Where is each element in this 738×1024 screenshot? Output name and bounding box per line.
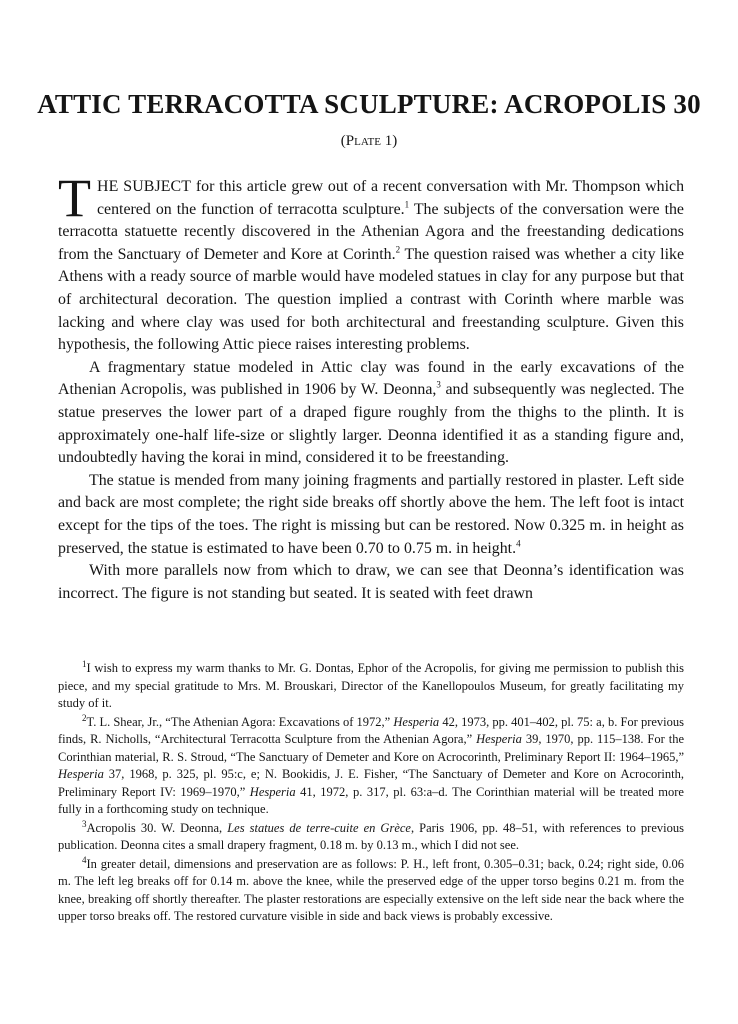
footnote-1-number: 1 <box>82 658 87 669</box>
footnote-4-text: In greater detail, dimensions and preservation are as follows: P. H., left front, 0.305–0.31; back, 0.24; right side, 0.06 m. The left leg breaks off for 0.14 m. above the knee, while the preserved edge of the upper torso begins 0.21 m. from the knee, breaking off shortly thereafter. The plaster restorations are especially extensive on the left side near the back where the upper torso breaks off. The restored curvature visible in side and back views is probably excessive. <box>58 856 684 923</box>
paragraph-3-text: The statue is mended from many joining fragments and partially restored in plaster. Left side and back are most complete; the right side breaks off shortly above the hem. The left foot is intact except for the tips of the toes. The right is missing but can be restored. Now 0.325 m. in height as preserved, the statue is estimated to have been 0.70 to 0.75 m. in height. <box>58 471 684 557</box>
paragraph-1-text-c: The question raised was whether a city like Athens with a ready source of marble would have modeled statues in clay for any purpose but that of architectural decoration. The question implied a contrast with Corinth where marble was lacking and where clay was used for both architectural and freestanding sculpture. Given this hypothesis, the following Attic piece raises interesting problems. <box>58 245 684 354</box>
journal-title: Hesperia <box>58 767 104 781</box>
paragraph-4: With more parallels now from which to draw, we can see that Deonna’s identification was incorrect. The figure is not standing but seated. It is seated with feet drawn <box>58 562 684 602</box>
footnote-1 <box>58 660 684 713</box>
paragraph-3 <box>58 470 684 560</box>
paragraph-2 <box>58 357 684 470</box>
footnote-3 <box>58 820 684 855</box>
footnote-2-number: 2 <box>82 712 87 723</box>
footnote-3-text-a: Acropolis 30. W. Deonna, <box>86 820 228 835</box>
paragraph-2-text-a: A fragmentary statue modeled in Attic clay was found in the early excavations of the Athenian Acropolis, was published in 1906 by W. Deonna, <box>58 358 684 399</box>
footnote-2 <box>58 714 684 819</box>
paragraph-1-text-b: The subjects of the conversation were the terracotta statuette recently discovered in the Athenian Agora and the freestanding dedications from the Sanctuary of Demeter and Kore at Corinth. <box>58 200 684 263</box>
footnote-2-text-c: 39, 1970, pp. 115–138. For the Corinthian material, R. S. Stroud, “The Sanctuary of Demeter and Kore on Acrocorinth, Preliminary Report II: 1964–1965,” <box>58 732 684 764</box>
footnote-2-text-e: 41, 1972, p. 317, pl. 63:a–d. The Corinthian material will be treated more fully in a forthcoming study on technique. <box>58 784 684 816</box>
footnote-2-text-a: T. L. Shear, Jr., “The Athenian Agora: Excavations of 1972,” <box>86 714 394 729</box>
footnote-1-text: I wish to express my warm thanks to Mr. G. Dontas, Ephor of the Acropolis, for giving me permission to publish this piece, and my special gratitude to Mrs. M. Brouskari, Director of the Kanellopoulos Museum, for greatly facilitating my study of it. <box>58 661 684 710</box>
footnote-4-number: 4 <box>82 854 87 865</box>
journal-title: Hesperia <box>249 784 296 799</box>
lead-words: HE SUBJECT <box>97 178 192 195</box>
drop-cap: T <box>58 168 91 228</box>
footnote-2-text-d: 37, 1968, p. 325, pl. 95:c, e; N. Bookidis, J. E. Fisher, “The Sanctuary of Demeter and Kore on Acrocorinth, Preliminary Report IV: 1969–1970,” <box>58 767 684 799</box>
plate-reference: (Plate 1) <box>340 133 398 149</box>
footnote-ref-3[interactable]: 3 <box>436 380 441 391</box>
footnote-ref-4[interactable]: 4 <box>516 538 521 549</box>
article-title: ATTIC TERRACOTTA SCULPTURE: ACROPOLIS 30 <box>37 89 701 119</box>
journal-title: Hesperia <box>476 732 522 746</box>
footnotes <box>58 660 684 927</box>
footnote-3-text-b: , Paris 1906, pp. 48–51, with references to previous publication. Deonna cites a small drapery fragment, 0.18 m. by 0.13 m., which I did not see. <box>58 820 684 852</box>
footnote-ref-2[interactable]: 2 <box>395 244 401 255</box>
footnote-3-number: 3 <box>82 818 87 829</box>
paragraph-2-text-b: and subsequently was neglected. The statue preserves the lower part of a draped figure roughly from the thighs to the plinth. It is approximately one-half life-size or slightly larger. Deonna identified it as a standing figure and, undoubtedly having the korai in mind, considered it to be freestanding. <box>58 381 685 467</box>
footnote-2-text-b: 42, 1973, pp. 401–402, pl. 75: a, b. For previous finds, R. Nicholls, “Architectural Terracotta Sculpture from the Athenian Agora,” <box>58 714 684 746</box>
journal-title: Hesperia <box>393 714 440 729</box>
article-body <box>58 168 685 605</box>
footnote-4 <box>58 856 684 926</box>
paragraph-1 <box>58 168 685 357</box>
book-title: Les statues de terre-cuite en Grèce <box>227 820 411 835</box>
footnote-ref-1[interactable]: 1 <box>404 199 410 210</box>
paragraph-1-text-a: for this article grew out of a recent conversation with Mr. Thompson which centered on the function of terracotta sculpture. <box>97 178 685 218</box>
